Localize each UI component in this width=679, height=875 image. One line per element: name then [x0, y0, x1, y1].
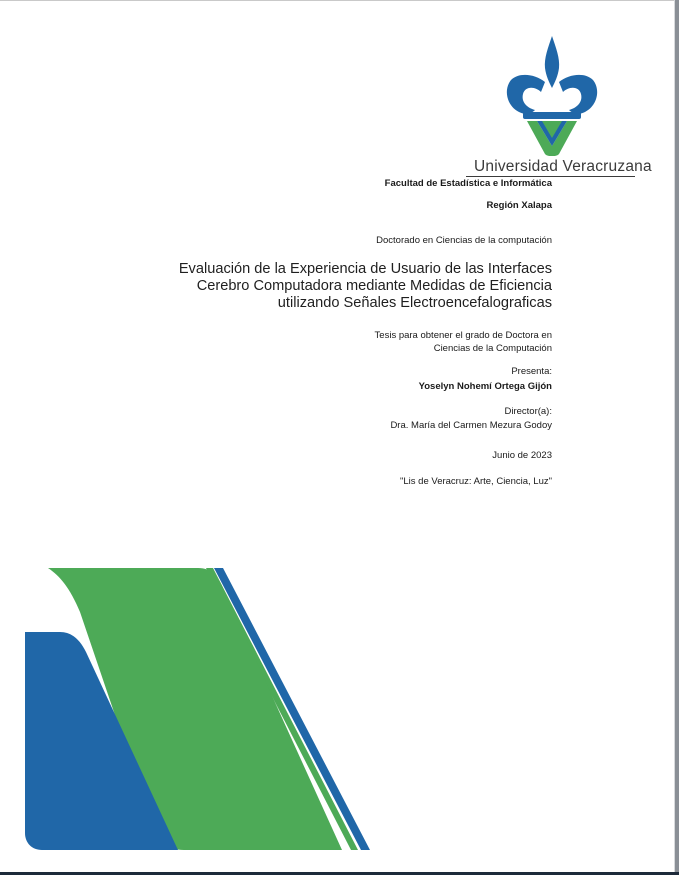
blue-thin-stripe	[214, 568, 370, 850]
program-name: Doctorado en Ciencias de la computación	[376, 235, 552, 246]
presenter-name: Yoselyn Nohemí Ortega Gijón	[418, 381, 552, 392]
thesis-title-line: Cerebro Computadora mediante Medidas de Eficiencia	[196, 278, 552, 294]
thesis-purpose-line: Ciencias de la Computación	[433, 343, 552, 354]
veracruz-lily-icon	[505, 36, 600, 156]
director-label: Director(a):	[504, 406, 552, 417]
page-right-edge	[675, 0, 679, 875]
green-thin-stripe	[206, 568, 358, 850]
thesis-purpose-line: Tesis para obtener el grado de Doctora en	[374, 330, 552, 341]
university-underline	[466, 176, 635, 177]
thesis-date: Junio de 2023	[492, 450, 552, 461]
thesis-title-line: utilizando Señales Electroencefalograficas	[277, 295, 552, 311]
director-name: Dra. María del Carmen Mezura Godoy	[390, 420, 552, 431]
green-band	[48, 568, 342, 850]
blue-block	[25, 632, 178, 850]
presenter-label: Presenta:	[511, 366, 552, 377]
university-name: Universidad Veracruzana	[474, 158, 652, 175]
thesis-title-line: Evaluación de la Experiencia de Usuario de las Interfaces	[178, 261, 552, 277]
faculty-name: Facultad de Estadística e Informática	[384, 178, 552, 189]
university-motto: "Lis de Veracruz: Arte, Ciencia, Luz"	[400, 476, 552, 487]
page-top-edge	[0, 0, 679, 1]
region-name: Región Xalapa	[486, 200, 552, 211]
